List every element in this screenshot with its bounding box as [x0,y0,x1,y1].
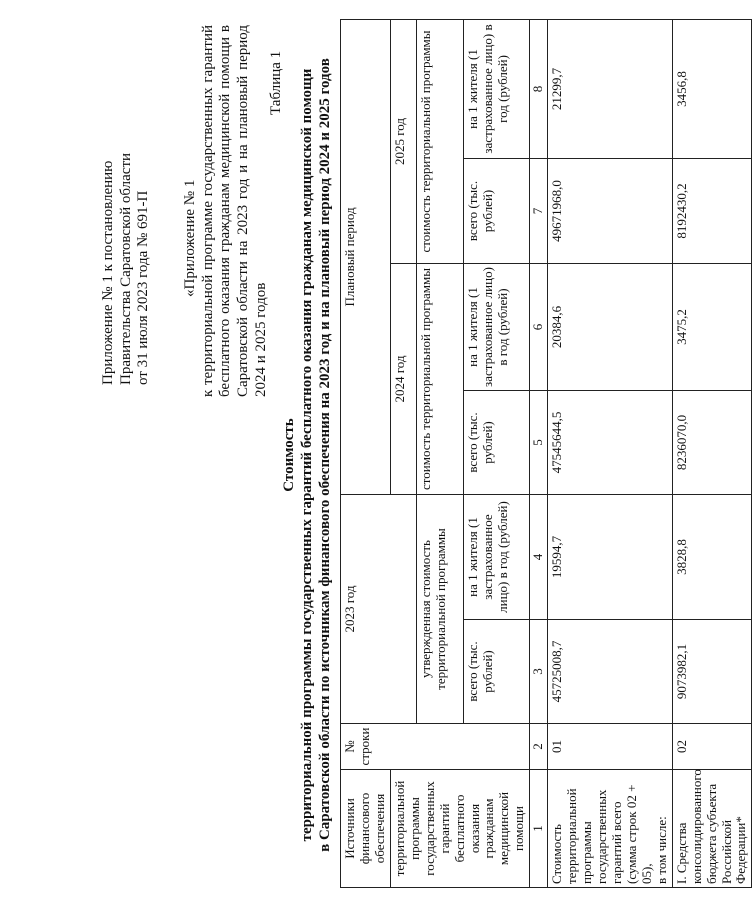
cost-table [340,19,752,888]
column-number: 2 [530,724,548,770]
table-row [548,19,673,887]
table-title-line-2: территориальной программы государственных гарантий бесплатного оказания гражданам медицинской помощи [299,68,315,842]
row-source-line: в том числе: [653,816,669,884]
table-row [672,19,752,887]
table-label: Таблица 1 [268,50,284,115]
header-per-2023: на 1 жителя (1 застрахованное лицо) в год (рублей) [463,495,529,620]
row-source-line: (сумма строк 02 + 05), [623,784,654,884]
header-approved-cost: утвержденная стоимость территориальной программы [417,495,463,724]
row-source-line: Стоимость территориальной [549,788,580,884]
row-source-line: гарантий всего [608,801,624,884]
table-title-line-1: Стоимость [281,418,297,492]
value-2024-per-resident: 3475,2 [672,264,752,391]
header-source-top: Источники финансового обеспечения [341,770,391,888]
header-program-cost-2025: стоимость территориальной программы [417,19,463,263]
row-source [672,770,752,888]
column-number-row [530,19,548,887]
header-row-1 [341,19,391,887]
annex-program [182,25,270,397]
column-number: 8 [530,19,548,158]
row-source-line: Российской Федерации* [718,816,749,884]
value-2024-total: 47545644,5 [548,391,673,495]
column-number: 4 [530,495,548,620]
annex-header [100,25,153,385]
table-title [280,25,334,885]
header-2025: 2025 год [390,19,417,263]
annex-program-line-2: к территориальной программе государственных гарантий бесплатного оказания гражданам медицинской помощи в Саратовской области на 2023 год и на плановый период 2024 и 2025 годов [199,25,269,397]
column-number: 6 [530,264,548,391]
row-source-line: I. Средства консолидированного [673,769,704,884]
value-2025-total: 49671968,0 [548,159,673,264]
header-program-cost-2024: стоимость территориальной программы [417,264,463,495]
header-per-2024: на 1 жителя (1 застрахованное лицо) в год (рублей) [463,264,529,391]
annex-header-line-3: от 31 июля 2023 года № 691-П [135,190,152,385]
value-2023-total: 45725008,7 [548,620,673,724]
row-source [548,770,673,888]
annex-header-line-1: Приложение № 1 к постановлению [100,160,116,385]
row-number-cell: 02 [672,724,752,770]
header-total-2024: всего (тыс. рублей) [463,391,529,495]
value-2023-total: 9073982,1 [672,620,752,724]
value-2024-per-resident: 20384,6 [548,264,673,391]
row-source-line: бюджета субъекта [703,783,719,884]
value-2024-total: 8236070,0 [672,391,752,495]
header-2024: 2024 год [390,264,417,495]
table-title-line-3: в Саратовской области по источникам финансового обеспечения на 2023 год и на плановый период 2024 и 2025 годов [317,58,333,852]
column-number: 7 [530,159,548,264]
column-number: 1 [530,770,548,888]
row-source-line: программы государственных [579,789,609,884]
header-total-2023: всего (тыс. рублей) [463,620,529,724]
value-2023-per-resident: 3828,8 [672,495,752,620]
value-2025-total: 8192430,2 [672,159,752,264]
header-total-2025: всего (тыс. рублей) [463,159,529,264]
column-number: 5 [530,391,548,495]
annex-program-line-1: «Приложение № 1 [182,179,198,297]
value-2025-per-resident: 3456,8 [672,19,752,158]
row-number-cell: 01 [548,724,673,770]
header-source-bottom: территориальной программы государственных гарантий бесплатного оказания гражданам медицинской помощи [390,770,529,888]
value-2025-per-resident: 21299,7 [548,19,673,158]
header-planned: Плановый период [341,19,391,494]
value-2023-per-resident: 19594,7 [548,495,673,620]
column-number: 3 [530,620,548,724]
annex-header-line-2: Правительства Саратовской области [117,152,134,385]
header-2023: 2023 год [341,495,417,724]
header-row-no: № строки [341,724,530,770]
header-per-2025: на 1 жителя (1 застрахованное лицо) в год (рублей) [463,19,529,158]
